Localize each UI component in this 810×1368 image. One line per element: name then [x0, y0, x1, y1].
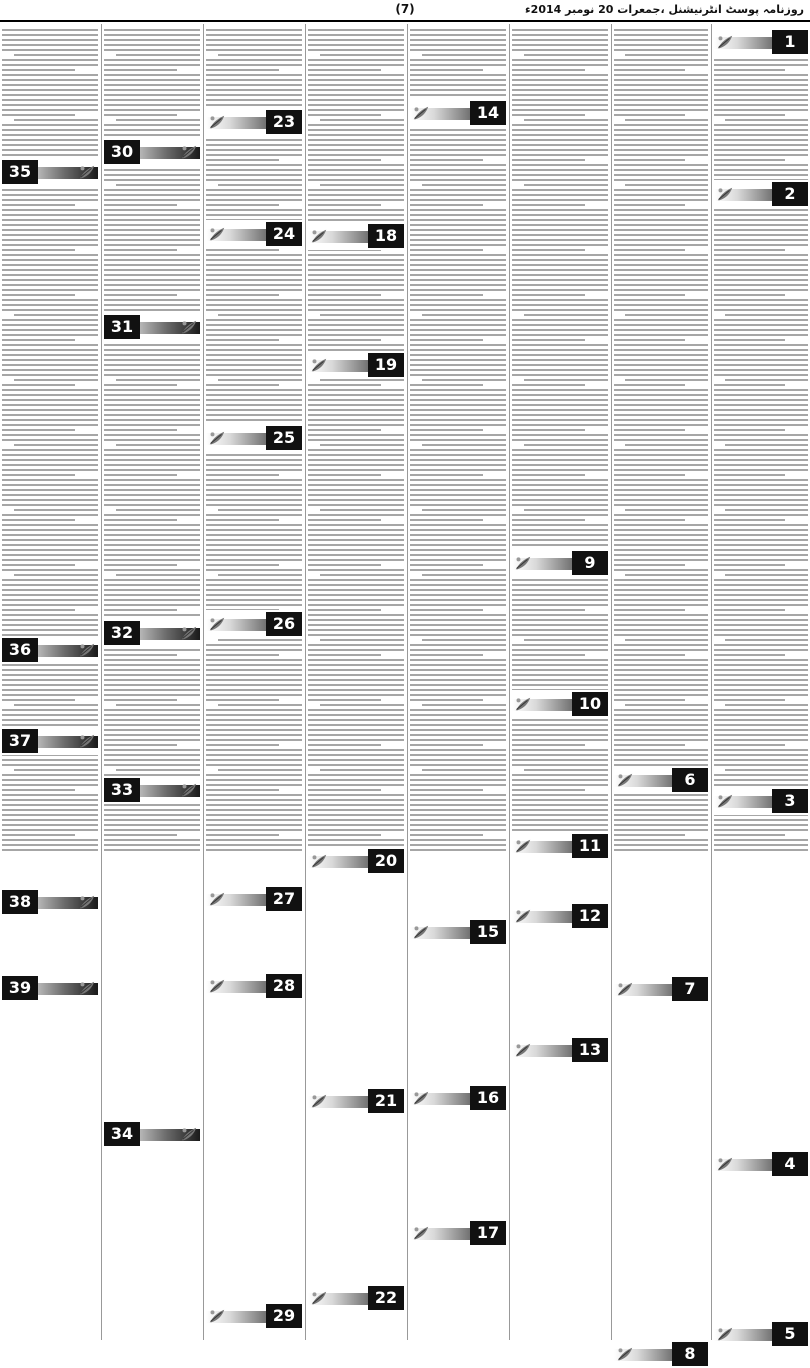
section-header: [308, 353, 404, 377]
section-header: [2, 638, 98, 662]
column-body-text: [410, 26, 506, 854]
column-divider: [101, 24, 102, 1340]
leaf-ornament-icon: [716, 792, 734, 810]
section-header: [714, 1322, 808, 1346]
masthead-date-line: روزنامہ پوسٹ انٹرنیشنل ،جمعرات 20 نومبر 2014ء: [525, 3, 804, 16]
leaf-ornament-icon: [616, 980, 634, 998]
leaf-ornament-icon: [514, 695, 532, 713]
leaf-ornament-icon: [78, 893, 96, 911]
leaf-ornament-icon: [208, 615, 226, 633]
section-number: 28: [266, 974, 302, 998]
section-number: 10: [572, 692, 608, 716]
column-divider: [305, 24, 306, 1340]
leaf-ornament-icon: [616, 771, 634, 789]
leaf-ornament-icon: [180, 143, 198, 161]
section-number: 38: [2, 890, 38, 914]
leaf-ornament-icon: [78, 979, 96, 997]
section-header: [104, 621, 200, 645]
column-3: [510, 24, 610, 1340]
section-number: 4: [772, 1152, 808, 1176]
section-header: [308, 1089, 404, 1113]
leaf-ornament-icon: [180, 318, 198, 336]
leaf-ornament-icon: [78, 732, 96, 750]
column-divider: [711, 24, 712, 1340]
leaf-ornament-icon: [412, 923, 430, 941]
section-header: [104, 1122, 200, 1146]
leaf-ornament-icon: [78, 641, 96, 659]
section-number: 9: [572, 551, 608, 575]
section-number: 13: [572, 1038, 608, 1062]
leaf-ornament-icon: [412, 1224, 430, 1242]
section-header: [714, 30, 808, 54]
column-4: [408, 24, 508, 1340]
leaf-ornament-icon: [412, 104, 430, 122]
section-number: 33: [104, 778, 140, 802]
section-header: [104, 140, 200, 164]
section-number: 12: [572, 904, 608, 928]
leaf-ornament-icon: [310, 852, 328, 870]
column-1: [712, 24, 810, 1340]
section-number: 19: [368, 353, 404, 377]
column-divider: [509, 24, 510, 1340]
leaf-ornament-icon: [310, 1092, 328, 1110]
section-header: [2, 160, 98, 184]
leaf-ornament-icon: [208, 225, 226, 243]
section-number: 20: [368, 849, 404, 873]
leaf-ornament-icon: [514, 1041, 532, 1059]
section-header: [206, 110, 302, 134]
leaf-ornament-icon: [310, 227, 328, 245]
section-header: [2, 976, 98, 1000]
section-number: 24: [266, 222, 302, 246]
section-header: [512, 551, 608, 575]
section-header: [104, 778, 200, 802]
page-header: [0, 0, 810, 22]
section-number: 21: [368, 1089, 404, 1113]
section-number: 15: [470, 920, 506, 944]
section-header: [614, 768, 708, 792]
section-number: 18: [368, 224, 404, 248]
section-header: [410, 920, 506, 944]
section-header: [2, 729, 98, 753]
section-header: [2, 890, 98, 914]
column-divider: [611, 24, 612, 1340]
section-number: 5: [772, 1322, 808, 1346]
leaf-ornament-icon: [180, 624, 198, 642]
leaf-ornament-icon: [310, 356, 328, 374]
column-body-text: [512, 26, 608, 854]
section-header: [308, 1286, 404, 1310]
section-number: 36: [2, 638, 38, 662]
section-header: [206, 612, 302, 636]
section-number: 8: [672, 1342, 708, 1366]
section-number: 7: [672, 977, 708, 1001]
column-8: [0, 24, 100, 1340]
page-number: (7): [395, 2, 415, 16]
section-header: [308, 849, 404, 873]
section-number: 3: [772, 789, 808, 813]
section-header: [206, 1304, 302, 1328]
section-header: [410, 1221, 506, 1245]
section-number: 34: [104, 1122, 140, 1146]
leaf-ornament-icon: [310, 1289, 328, 1307]
section-header: [512, 692, 608, 716]
column-2: [612, 24, 710, 1340]
section-number: 6: [672, 768, 708, 792]
section-number: 39: [2, 976, 38, 1000]
section-header: [512, 1038, 608, 1062]
section-number: 29: [266, 1304, 302, 1328]
leaf-ornament-icon: [208, 429, 226, 447]
leaf-ornament-icon: [208, 977, 226, 995]
section-header: [512, 834, 608, 858]
section-number: 17: [470, 1221, 506, 1245]
section-header: [206, 222, 302, 246]
column-divider: [407, 24, 408, 1340]
leaf-ornament-icon: [78, 163, 96, 181]
column-body-text: [714, 26, 808, 854]
section-number: 25: [266, 426, 302, 450]
column-body-text: [308, 26, 404, 854]
leaf-ornament-icon: [514, 907, 532, 925]
section-header: [104, 315, 200, 339]
section-header: [410, 101, 506, 125]
leaf-ornament-icon: [716, 1155, 734, 1173]
section-header: [206, 426, 302, 450]
section-number: 16: [470, 1086, 506, 1110]
leaf-ornament-icon: [180, 781, 198, 799]
section-header: [410, 1086, 506, 1110]
section-number: 31: [104, 315, 140, 339]
leaf-ornament-icon: [716, 33, 734, 51]
section-header: [614, 1342, 708, 1366]
section-header: [206, 887, 302, 911]
section-number: 1: [772, 30, 808, 54]
section-number: 32: [104, 621, 140, 645]
section-header: [714, 789, 808, 813]
section-number: 22: [368, 1286, 404, 1310]
section-number: 26: [266, 612, 302, 636]
leaf-ornament-icon: [412, 1089, 430, 1107]
section-header: [714, 1152, 808, 1176]
section-number: 37: [2, 729, 38, 753]
column-body-text: [614, 26, 708, 854]
section-header: [512, 904, 608, 928]
leaf-ornament-icon: [514, 554, 532, 572]
section-header: [714, 182, 808, 206]
section-number: 30: [104, 140, 140, 164]
section-number: 2: [772, 182, 808, 206]
section-number: 35: [2, 160, 38, 184]
leaf-ornament-icon: [208, 1307, 226, 1325]
column-divider: [203, 24, 204, 1340]
section-number: 14: [470, 101, 506, 125]
leaf-ornament-icon: [208, 890, 226, 908]
section-number: 11: [572, 834, 608, 858]
section-header: [206, 974, 302, 998]
leaf-ornament-icon: [180, 1125, 198, 1143]
leaf-ornament-icon: [514, 837, 532, 855]
section-number: 27: [266, 887, 302, 911]
leaf-ornament-icon: [208, 113, 226, 131]
leaf-ornament-icon: [716, 185, 734, 203]
leaf-ornament-icon: [616, 1345, 634, 1363]
section-number: 23: [266, 110, 302, 134]
section-header: [308, 224, 404, 248]
section-header: [614, 977, 708, 1001]
leaf-ornament-icon: [716, 1325, 734, 1343]
